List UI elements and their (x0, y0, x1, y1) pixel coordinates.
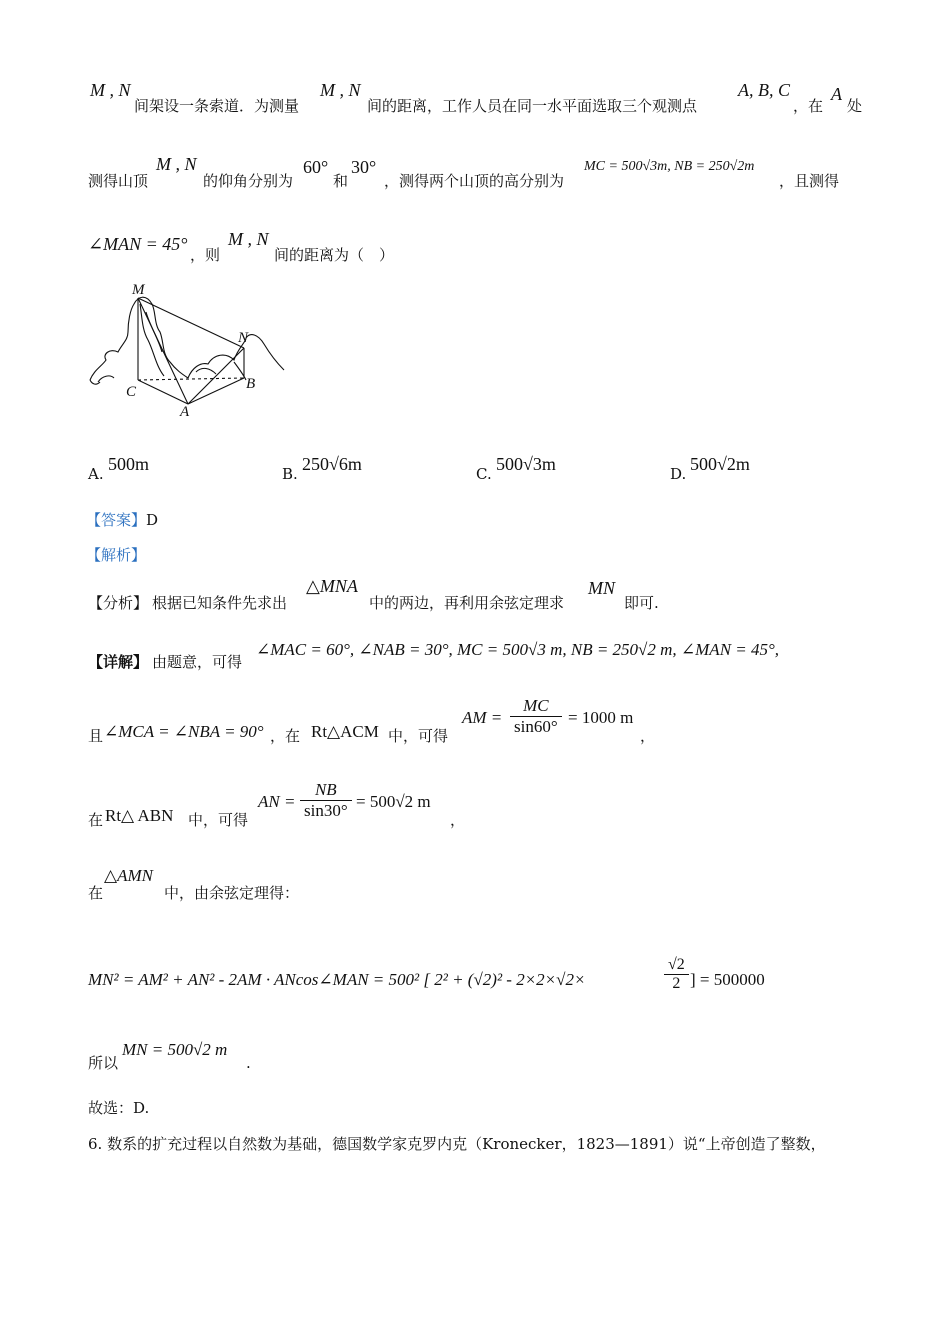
question-text: 间的距离为（ ） (274, 246, 395, 264)
detail-text: 在 (88, 811, 104, 829)
math-given: ∠MAC = 60°, ∠NAB = 30°, MC = 500√3 m, NB = 250√2 m, ∠MAN = 45°, (256, 640, 780, 659)
detail-text: 所以 (88, 1054, 119, 1072)
question-text: 的仰角分别为 (203, 172, 294, 190)
question-text: ，测得两个山顶的高分别为 (384, 172, 565, 190)
detail-text: 由题意，可得 (152, 653, 243, 671)
question-text: ，在 (793, 97, 824, 115)
figure-label-m: M (132, 282, 145, 298)
period: . (246, 1054, 251, 1072)
fenxi-text: 根据已知条件先求出 (152, 594, 288, 612)
fenxi-tag: 【分析】 (88, 594, 149, 612)
math-tri-amn: △AMN (104, 866, 153, 885)
math-cosine-law: MN² = AM² + AN² - 2AM · ANcos∠MAN = 500² [ 2² + (√2)² - 2×2×√2× (88, 970, 586, 989)
analysis-tag: 【解析】 (86, 546, 147, 564)
math-am-rhs: = 1000 m (568, 708, 634, 727)
frac-den: sin60° (514, 717, 558, 736)
option-b-letter: B. (282, 465, 298, 483)
detail-text: 中，可得 (188, 811, 249, 829)
option-d-value: 500√2m (690, 454, 750, 474)
math-mn: M , N (90, 80, 131, 100)
math-cos-result: ] = 500000 (690, 970, 765, 989)
frac-num: MC (510, 696, 562, 717)
detail-text: 且 (88, 727, 104, 745)
answer-tag: 【答案】 (86, 511, 147, 529)
option-a-letter: A. (88, 465, 104, 483)
math-triangle: △MNA (306, 576, 358, 596)
math-rt-abn: Rt△ ABN (105, 806, 174, 825)
mountain-figure (84, 282, 294, 422)
math-angle: 60° (303, 157, 329, 177)
math-mn: M , N (228, 229, 269, 249)
fenxi-text: 即可. (624, 594, 659, 612)
question-text: ，且测得 (779, 172, 840, 190)
math-cos-frac (664, 956, 689, 993)
detail-text: 在 (88, 884, 104, 902)
math-abc: A, B, C (738, 80, 790, 100)
detail-text: 中，由余弦定理得： (164, 884, 300, 902)
option-a-value: 500m (108, 454, 150, 474)
option-d-letter: D. (670, 465, 687, 483)
math-an-lhs: AN = (258, 792, 296, 811)
option-c-letter: C. (476, 465, 492, 483)
math-an-frac (300, 780, 352, 821)
figure-label-a: A (180, 404, 190, 420)
option-b-value: 250√6m (302, 454, 362, 474)
answer-value: D (146, 511, 159, 529)
figure-label-c: C (126, 384, 137, 400)
next-question: 6. 数系的扩充过程以自然数为基础，德国数学家克罗内克（Kronecker，1823—1891）说“上帝创造了整数， (88, 1135, 826, 1153)
conclusion: 故选：D. (88, 1099, 150, 1117)
frac-den: sin30° (304, 801, 348, 820)
math-heights: MC = 500√3m, NB = 250√2m (584, 159, 755, 174)
detail-text: ，在 (270, 727, 301, 745)
figure-label-n: N (238, 330, 249, 346)
comma: ， (450, 811, 466, 829)
detail-tag: 【详解】 (88, 653, 149, 671)
math-am-frac (510, 696, 562, 737)
math-mn: M , N (156, 154, 197, 174)
question-text: 间架设一条索道．为测量 (134, 97, 300, 115)
math-angle: 30° (351, 157, 377, 177)
frac-den: 2 (672, 975, 681, 992)
comma: ， (640, 727, 656, 745)
figure-label-b: B (246, 376, 256, 392)
fenxi-text: 中的两边，再利用余弦定理求 (369, 594, 565, 612)
frac-num: √2 (664, 956, 689, 975)
math-mn: M , N (320, 80, 361, 100)
detail-text: 中，可得 (388, 727, 449, 745)
math-rt-acm: Rt△ACM (311, 722, 379, 741)
option-c-value: 500√3m (496, 454, 556, 474)
question-text: 间的距离，工作人员在同一水平面选取三个观测点 (367, 97, 698, 115)
frac-num: NB (300, 780, 352, 801)
math-a: A (831, 84, 842, 104)
math-right-angles: ∠MCA = ∠NBA = 90° (104, 722, 264, 741)
math-an-rhs: = 500√2 m (356, 792, 431, 811)
question-text: 和 (333, 172, 349, 190)
answer-row (86, 510, 158, 530)
question-text: 处 (847, 97, 863, 115)
math-mn: MN (588, 578, 615, 598)
question-text: ，则 (190, 246, 221, 264)
math-angle-man: ∠MAN = 45° (88, 234, 188, 254)
math-am-lhs: AM = (462, 708, 503, 727)
math-result: MN = 500√2 m (122, 1040, 228, 1059)
question-text: 测得山顶 (88, 172, 149, 190)
